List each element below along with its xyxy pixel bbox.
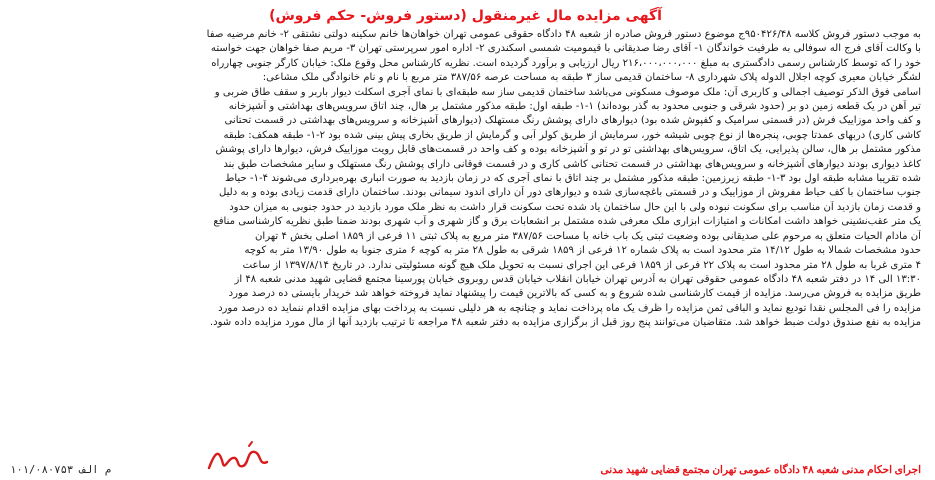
notice-line: تیر آهن در یک قطعه زمین دو بر (حدود شرقی و جنوبی محدود به گذر بوده‌اند) ۱-۱- طبقه اول: طبقه مذکور مشتمل بر هال، چند اتاق سرویس‌های بهداشتی و آشپزخانه xyxy=(228,101,921,113)
notice-line: با وکالت آقای فرج اله سوفالی به طرفیت خواندگان ۱- آقای رضا صدیقانی با قیمومیت شمسی اسکندری ۲- اداره امور سرپرستی تهران ۳- مریم صفا خواهان جهت خواسته xyxy=(210,43,921,55)
notice-line: مذکور مشتمل بر هال، سالن پذیرایی، یک اتاق، سرویس‌های بهداشتی تو در تو و آشپزخانه بوده و کف واحد در قسمت‌های قابل رویت موزاییک فرش، دیوارها دارای پوشش xyxy=(215,144,921,156)
notice-footer xyxy=(10,460,921,476)
notice-line: خود را که توسط کارشناس رسمی دادگستری به مبلغ ۲۱۶،۰۰۰،۰۰۰،۰۰۰ ریال ارزیابی و برآورد گردیده است. نظریه کارشناس محل وقوع ملک: خیابان کارگر جنوبی چهارراه xyxy=(211,57,921,69)
notice-line: ۴ متری غربا به طول ۲۸ متر محدود است به پلاک ۲۲ فرعی از ۱۸۵۹ فرعی این اجرای نسبت به تحویل ملک هیچ گونه مسئولیتی ندارد. در تاریخ ۱۳۹۷/۸/۱۴ از ساعت xyxy=(242,259,921,271)
notice-line: شده تقریبا مشابه طبقه اول بود ۳-۱- طبقه زیرزمین: طبقه مذکور مشتمل بر چند اتاق با نمای آجری که در زمان بازدید به صورت انباری بهره‌برداری می‌شوند ۴-۱- حیاط xyxy=(225,173,921,185)
notice-body xyxy=(10,28,921,460)
notice-line: کاغذ دیواری بودند دیوارهای آشپزخانه و سرویس‌های بهداشتی در قسمت تحتانی کاشی کاری و در قسمت فوقانی دارای پوشش رنگ مستهلک و سایر مشخصات طبق بند xyxy=(223,158,921,170)
notice-line: لشگر خیابان معیری کوچه اجلال الدوله پلاک شهرداری ۸- ساختمان قدیمی ساز ۳ طبقه به مساحت عرصه ۳۸۷/۵۶ متر مربع با نام و نام خانوادگی ملک مشاعی: xyxy=(262,72,921,84)
notice-line: حدود مشخصات شمالا به طول ۱۴/۱۲ متر محدود است به پلاک شماره ۱۲ فرعی از ۱۸۵۹ شرقی به طول ۲۸ متر به کوچه ۶ متری جنوبا به طول ۱۳/۹۰ متر به کوچه xyxy=(244,245,921,257)
reference-number: م الف ۱۰۱/۰۸۰۷۵۳ xyxy=(10,464,112,476)
notice-line: مزایده را فی المجلس نقدا تودیع نماید و الباقی ثمن مزایده را ظرف یک ماه پرداخت نماید و چنانچه به هر دلیلی نسبت به پرداخت بهای مزایده اقدام ننماید ده درصد مورد xyxy=(218,302,921,314)
notice-line: اسامی فوق الذکر توصیف اجمالی و کاربری آن: ملک موصوف مسکونی می‌باشد ساختمان قدیمی ساز سه طبقه‌ای با نمای آجری اسکلت دیوار باربر و سقف طاق ضربی و xyxy=(214,86,921,98)
notice-line: و کف واحد موزاییک فرش (در قسمتی سرامیک و کفپوش شده بود) دیوارهای دارای پوشش رنگ مستهلک (دیوارهای آشپزخانه و سرویس‌های بهداشتی در قسمت تحتانی xyxy=(224,115,921,127)
notice-line: کاشی کاری) دربهای عمدتا چوبی، پنجره‌ها از نوع چوبی شیشه خور، سرمایش از طریق کولر آبی و گرمایش از طریق بخاری پیش بینی شده بود ۲-۱- طبقه همکف: طبقه xyxy=(223,129,921,141)
issuing-office: اجرای احکام مدنی شعبه ۴۸ دادگاه عمومی تهران مجتمع قضایی شهید مدنی xyxy=(600,465,921,476)
notice-line: و قدمت زمان بازدید آن مناسب برای سکونت نبوده ولی با این حال ساختمان یاد شده تحت سکونت قرار داشت به نظر ملک مورد بازدید در حدود جنوبی به میزان حدود xyxy=(229,201,921,213)
notice-line: یک متر عقب‌نشینی خواهد داشت امکانات و امتیازات ابزاری ملک معرفی شده مشتمل بر انشعابات برق و گاز شهری و آب شهری بودند ضمنا طبق نظریه کارشناسی منافع xyxy=(213,216,921,228)
notice-line: به موجب دستور فروش کلاسه ۹۵۰۴۲۶/۴۸ج موضوع دستور فروش صادره از شعبه ۴۸ دادگاه حقوقی عمومی تهران خواهان‌ها خانم سکینه دولتی نشتقی ۲- خانم مرضیه صفا xyxy=(206,29,921,40)
notice-line: جنوب ساختمان با کف حیاط مفروش از موزاییک و در قسمتی باغچه‌سازی شده و دیوارهای دور آن دارای اندود سیمانی بودند. ساختمان دارای قدمت زیادی بوده و به دلیل xyxy=(218,187,921,199)
notice-line: مزایده به نفع صندوق دولت ضبط خواهد شد. متقاضیان می‌توانند پنج روز قبل از برگزاری مزایده به دفتر شعبه ۴۸ مراجعه تا ترتیب بازدید آنها از مال مورد مزایده داده شود. xyxy=(209,317,921,329)
notice-line: ۱۳:۳۰ الی ۱۴ در دفتر شعبه ۴۸ دادگاه عمومی حقوقی تهران به آدرس تهران خیابان انقلاب خیابان قدس روبروی خیابان پورسینا مجتمع قضایی شهید مدنی شعبه ۴۸ از xyxy=(234,273,921,285)
notice-line: آن مادام الحیات متعلق به مرحوم علی صدیقانی بوده وضعیت ثبتی یک باب خانه با مساحت ۳۸۷/۵۶ متر مربع به پلاک ثبتی ۱۱ فرعی از ۱۸۵۹ اصلی بخش ۴ تهران xyxy=(254,230,921,242)
signature-icon xyxy=(205,438,275,476)
notice-title: آگهی مزایده مال غیرمنقول (دستور فروش- حکم فروش) xyxy=(269,8,662,24)
notice-line: طریق مزایده به فروش می‌رسد. مزایده از قیمت کارشناسی شده شروع و به کسی که بالاترین قیمت را پیشنهاد نماید فروخته خواهد شد خریدار بایستی ده درصد مورد xyxy=(228,288,921,300)
